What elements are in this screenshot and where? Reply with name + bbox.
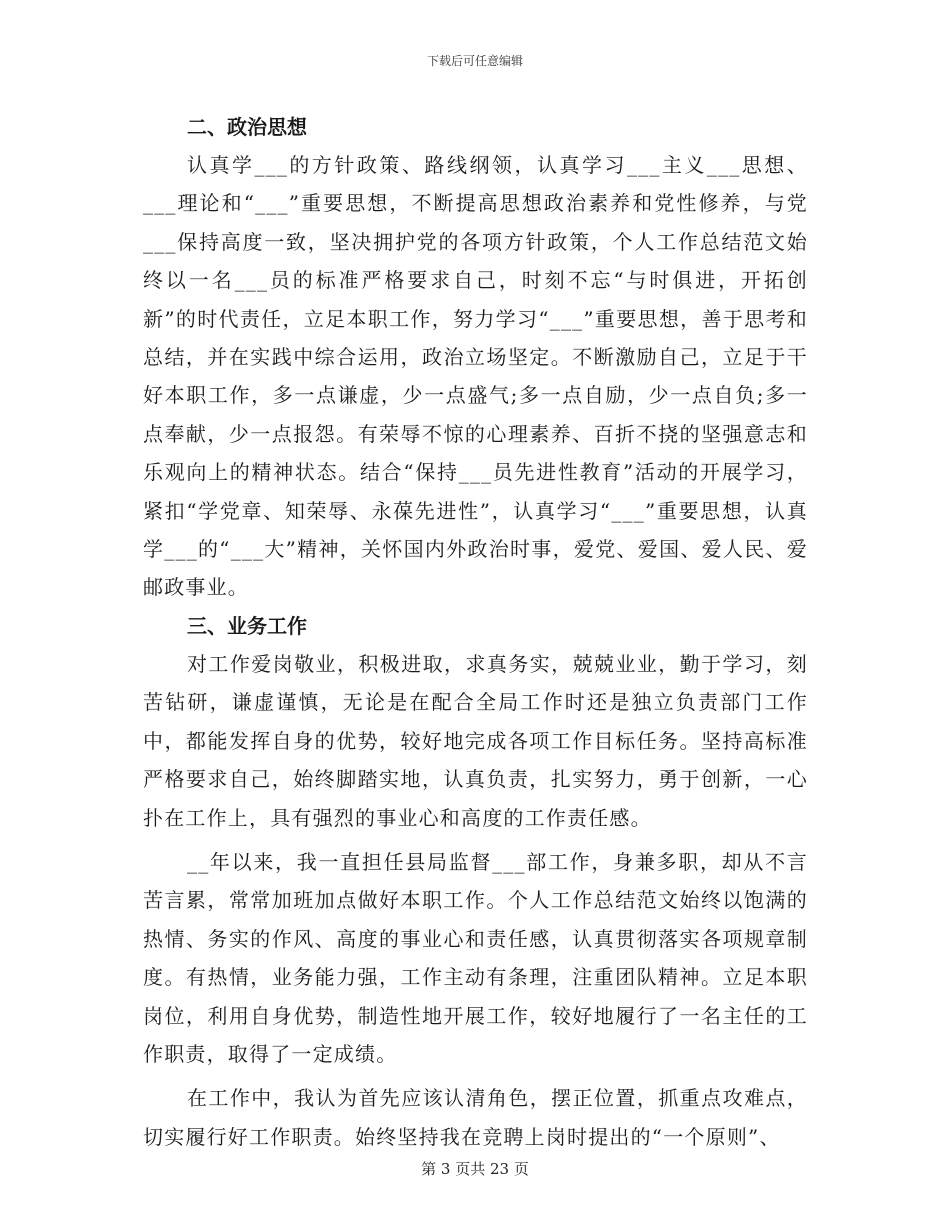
document-body <box>143 108 808 1156</box>
section-heading-political: 二、政治思想 <box>187 115 307 139</box>
header-note: 下载后可任意编辑 <box>426 54 523 68</box>
page-number: 第 3 页共 23 页 <box>421 1160 529 1178</box>
paragraph-business-3: 在工作中，我认为首先应该认清角色，摆正位置，抓重点攻难点，切实履行好工作职责。始终坚持我在竞聘上岗时提出的“一个原则”、 <box>143 1086 808 1149</box>
paragraph-business-2: __年以来，我一直担任县局监督___部工作，身兼多职，却从不言苦言累，常常加班加点做好本职工作。个人工作总结范文始终以饱满的热情、务实的作风、高度的事业心和责任感，认真贯彻落实各项规章制度。有热情，业务能力强，工作主动有条理，注重团队精神。立足本职岗位，利用自身优势，制造性地开展工作，较好地履行了一名主任的工作职责，取得了一定成绩。 <box>143 849 808 1066</box>
section-heading-business: 三、业务工作 <box>187 613 307 638</box>
paragraph-political: 认真学___的方针政策、路线纲领，认真学习___主义___思想、___理论和“___”重要思想，不断提高思想政治素养和党性修养，与党___保持高度一致，坚决拥护党的各项方针政策，个人工作总结范文始终以一名___员的标准严格要求自己，时刻不忘“与时俱进，开拓创新”的时代责任，立足本职工作，努力学习“___”重要思想，善于思考和总结，并在实践中综合运用，政治立场坚定。不断激励自己，立足于干好本职工作，多一点谦虚，少一点盛气;多一点自励，少一点自负;多一点奉献，少一点报怨。有荣辱不惊的心理素养、百折不挠的坚强意志和乐观向上的精神状态。结合“保持___员先进性教育”活动的开展学习，紧扣“学党章、知荣辱、永葆先进性”，认真学习“___”重要思想，认真学___的“___大”精神，关怀国内外政治时事，爱党、爱国、爱人民、爱邮政事业。 <box>143 153 808 600</box>
paragraph-business-1: 对工作爱岗敬业，积极进取，求真务实，兢兢业业，勤于学习，刻苦钻研，谦虚谨慎，无论是在配合全局工作时还是独立负责部门工作中，都能发挥自身的优势，较好地完成各项工作目标任务。坚持高标准严格要求自己，始终脚踏实地，认真负责，扎实努力，勇于创新，一心扑在工作上，具有强烈的事业心和高度的工作责任感。 <box>143 651 808 830</box>
